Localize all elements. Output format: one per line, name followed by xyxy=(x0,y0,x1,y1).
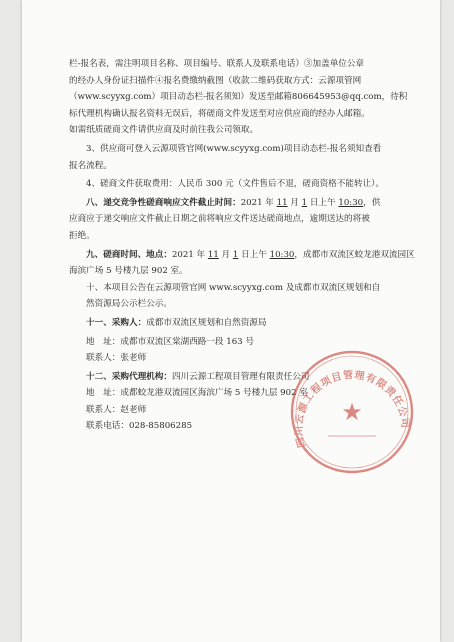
contact-label: 联系人： xyxy=(86,404,121,415)
deadline-year: 2021 年 xyxy=(240,197,277,208)
section-9-line-2: 海滨广场 5 号楼九层 902 室。 xyxy=(69,266,188,277)
meeting-month: 11 xyxy=(207,249,219,260)
meeting-location: ，成都市双流区蛟龙港双流园区 xyxy=(294,249,415,260)
deadline-time: 10:30 xyxy=(338,197,364,208)
address-value: 成都蛟龙港双流园区海滨广场 5 号楼九层 902 室 xyxy=(120,388,308,399)
document-body xyxy=(69,56,415,435)
section-12-heading xyxy=(69,369,409,386)
section-11-heading xyxy=(69,315,409,332)
phone-value: 028-85806285 xyxy=(128,421,193,432)
section-8-title: 八、递交竞争性磋商响应文件截止时间： xyxy=(86,197,241,208)
meeting-time: 10:30 xyxy=(269,249,295,260)
purchaser-name: 成都市双流区规划和自然资源局 xyxy=(146,317,267,328)
section-11-title: 十一、采购人： xyxy=(86,317,147,328)
meeting-year: 2021 年 xyxy=(171,249,208,260)
deadline-month: 11 xyxy=(276,197,288,208)
document-page xyxy=(22,0,440,642)
deadline-tail: ，供 xyxy=(363,197,381,208)
meeting-month-unit: 月 xyxy=(218,249,233,260)
item-3-line-2: 报名流程。 xyxy=(69,160,112,171)
text-line: （www.scyyxg.com）项目动态栏-报名须知）发送至邮箱806645953@qq.com，待积 xyxy=(69,92,408,103)
deadline-month-unit: 月 xyxy=(287,197,302,208)
meeting-day-unit: 日上午 xyxy=(238,249,270,260)
section-8-line-3: 拒绝。 xyxy=(69,230,95,241)
contact-value: 张老师 xyxy=(120,353,147,364)
agency-name: 四川云源工程项目管理有限责任公司 xyxy=(171,371,310,382)
section-9-heading xyxy=(69,247,415,264)
address-label: 地 址： xyxy=(86,336,121,347)
address-label: 地 址： xyxy=(86,388,121,399)
agency-address xyxy=(69,385,409,402)
section-8-heading xyxy=(69,195,409,212)
text-line: 如需纸质磋商文件请供应商及时前往我公司领取。 xyxy=(69,125,259,136)
contact-value: 赵老师 xyxy=(120,404,147,415)
purchaser-address xyxy=(69,334,409,351)
address-value: 成都市双流区棠湖西路一段 163 号 xyxy=(120,336,254,347)
text-line: 标代理机构确认报名资料无误后，将磋商文件发送至对应供应商的经办人邮箱。 xyxy=(69,108,370,119)
item-4-line: 4、磋商文件获取费用：人民币 300 元（文件售后不退，磋商资格不能转让）。 xyxy=(86,179,385,190)
svg-text:★: ★ xyxy=(341,398,363,426)
section-9-title: 九、磋商时间、地点： xyxy=(86,249,172,260)
section-10-line-1: 十、本项目公告在云源项管官网 www.scyyxg.com 及成都市双流区规划和自 xyxy=(86,282,381,293)
svg-text:四川云源工程项目管理有限责任公司: 四川云源工程项目管理有限责任公司 xyxy=(293,369,411,449)
phone-label: 联系电话： xyxy=(86,421,129,432)
text-line: 的经办人身份证扫描件④报名费缴纳截图（收款二维码获取方式：云源项管网 xyxy=(69,75,362,86)
item-3-line-1: 3、供应商可登入云源项管官网(www.scyyxg.com)项目动态栏-报名须知查看 xyxy=(86,143,382,154)
section-10-line-2: 然资源局公示栏公示。 xyxy=(86,299,172,310)
section-8-line-2: 应商应于递交响应文件截止日期之前将响应文件送达磋商地点，逾期送达的将被 xyxy=(69,214,370,225)
agency-contact xyxy=(69,402,409,419)
meeting-day: 1 xyxy=(232,249,239,260)
section-12-title: 十二、采购代理机构： xyxy=(86,371,172,382)
agency-phone xyxy=(69,418,409,435)
purchaser-contact xyxy=(69,350,409,367)
deadline-day: 1 xyxy=(301,197,308,208)
contact-label: 联系人： xyxy=(86,353,121,364)
deadline-day-unit: 日上午 xyxy=(307,197,339,208)
text-line: 栏-报名表，需注明项目名称、项目编号、联系人及联系电话）③加盖单位公章 xyxy=(69,59,365,69)
